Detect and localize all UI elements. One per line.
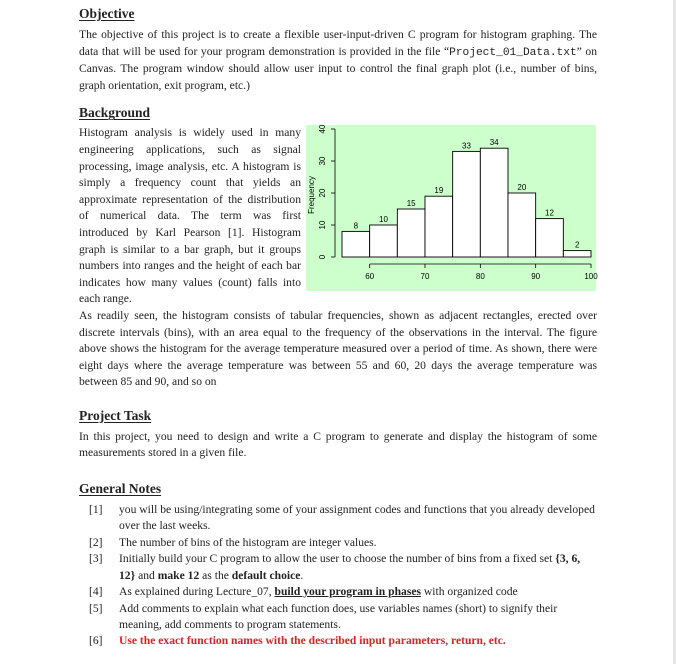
note-number: [6] (89, 634, 103, 648)
y-tick-label: 0 (318, 255, 327, 260)
note-text: with organized code (420, 585, 518, 599)
document-body (79, 5, 597, 650)
note-text-warning: Use the exact function names with the described input parameters, return, etc. (119, 634, 506, 648)
y-tick-label: 20 (318, 188, 327, 198)
note-text: and (135, 568, 158, 582)
bar-value-label: 15 (406, 199, 416, 209)
project-task-heading: Project Task (79, 407, 152, 423)
note-number: [1] (89, 503, 103, 517)
objective-paragraph (79, 27, 597, 94)
phases-link[interactable]: build your program in phases (274, 585, 421, 599)
note-item-4 (89, 584, 597, 600)
note-text: As explained during Lecture_07, (119, 585, 275, 599)
histogram-chart (306, 125, 596, 291)
data-filename: Project_01_Data.txt (449, 46, 577, 59)
bar-value-label: 10 (379, 215, 388, 225)
histogram-bar (397, 209, 425, 257)
general-notes-list (79, 502, 597, 650)
histogram-bar (480, 149, 508, 258)
x-tick-label: 60 (365, 272, 375, 282)
histogram-bar (508, 193, 536, 257)
bar-value-label: 12 (545, 208, 554, 218)
objective-heading: Objective (79, 6, 135, 21)
note-text: The number of bins of the histogram are integer values. (119, 535, 377, 549)
background-side-text: Histogram analysis is widely used in many engineering applications, such as signal processing, image analysis, etc. A histogram is simply a frequency count that yields an approximate representation of the distribution of numerical data. The term was first introduced by Karl Pearson [1]. Histogram graph is similar to a bar graph, but it groups numbers into ranges and the height of each bar indicates how many values (count) falls into each range. (79, 126, 301, 306)
general-notes-heading: General Notes (79, 481, 162, 497)
note-item-1 (89, 502, 597, 535)
note-number: [4] (89, 585, 103, 599)
bar-value-label: 19 (434, 186, 444, 196)
background-full-text: As readily seen, the histogram consists of tabular frequencies, shown as adjacent rectangles, erected over discrete intervals (bins), with an area equal to the frequency of the observations in the interval. The figure above shows the histogram for the average temperature measured over a period of time. As shown, there were eight days where the average temperature was between 55 and 60, 20 days the average temperature was between 85 and 90, and so on (79, 308, 597, 389)
project-task-paragraph: In this project, you need to design and write a C program to generate and display the histogram of some measurements stored in a given file. (79, 429, 597, 460)
y-tick-label: 30 (318, 156, 327, 166)
bar-value-label: 8 (353, 221, 359, 231)
bar-value-label: 2 (574, 240, 580, 250)
y-axis-label: Frequency (307, 176, 316, 215)
objective-text-2: ” on Canvas. The program window should allow user input to control the final graph plot (i.e., number of bins, graph orientation, exit program, etc.) (79, 44, 597, 92)
bar-value-label: 34 (489, 138, 499, 148)
histogram-bar (453, 152, 481, 258)
note-text: Add comments to explain what each function does, use variables names (short) to signify their meaning, add comments to program statements. (119, 601, 558, 631)
histogram-figure (306, 125, 596, 291)
bar-value-label: 20 (517, 183, 527, 193)
histogram-bar (536, 219, 564, 257)
x-tick-label: 70 (420, 272, 430, 282)
histogram-bar (425, 197, 453, 258)
note-text: . (300, 568, 304, 582)
note-item-6 (89, 633, 597, 649)
note-text: Initially build your C program to allow the user to choose the number of bins from a fixed set (119, 552, 556, 566)
histogram-bar (342, 232, 370, 258)
note-item-3 (89, 551, 597, 584)
histogram-bar (370, 225, 398, 257)
y-tick-label: 40 (318, 124, 327, 134)
bar-value-label: 33 (462, 141, 471, 151)
histogram-bar (563, 251, 591, 257)
objective-text-1: The objective of this project is to create a flexible user-input-driven C program for histogram graphing. The data that will be used for your program demonstration is provided in the file “ (79, 28, 597, 58)
note-number: [2] (89, 535, 103, 549)
note-text: as the (199, 568, 232, 582)
background-section (79, 125, 597, 391)
x-tick-label: 100 (584, 272, 598, 282)
note-item-2 (89, 535, 597, 551)
note-number: [5] (89, 601, 103, 615)
default-bins: make 12 (157, 568, 200, 582)
bin-set: {3, 6, 12} (119, 552, 581, 582)
y-tick-label: 10 (318, 220, 327, 230)
note-number: [3] (89, 552, 103, 566)
x-tick-label: 90 (531, 272, 541, 282)
default-choice: default choice (231, 568, 301, 582)
x-tick-label: 80 (475, 272, 485, 282)
note-text: you will be using/integrating some of your assignment codes and functions that you already developed over the last weeks. (119, 503, 595, 533)
note-item-5 (89, 601, 597, 634)
background-heading: Background (79, 105, 151, 121)
